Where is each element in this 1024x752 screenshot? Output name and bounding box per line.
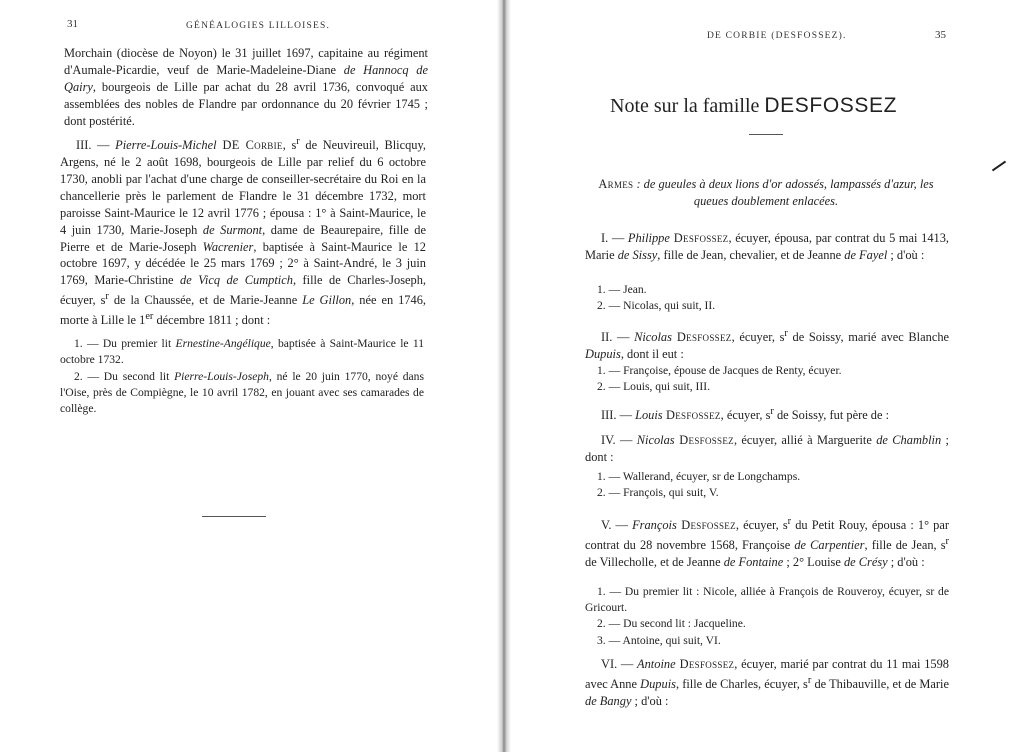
paragraph-morchain: Morchain (diocèse de Noyon) le 31 juillet 1697, capitaine au régiment d'Aumale-Picardie, veuf de Marie-Madeleine-Diane de Hannocq de Qairy, bourgeois de Lille par achat du 28 avril 1736, convoqué aux assemblées des nobles de Flandre par ordonnance du 20 février 1745 ; dont postérité. <box>64 46 428 128</box>
paragraph-generation-IV: IV. — Nicolas Desfossez, écuyer, allié à Marguerite de Chamblin ; dont : <box>585 433 949 464</box>
list-item: 1. — Françoise, épouse de Jacques de Renty, écuyer. <box>597 364 842 377</box>
list-item: 3. — Antoine, qui suit, VI. <box>597 633 721 647</box>
list-item: 1. — Wallerand, écuyer, sr de Longchamps. <box>597 470 801 483</box>
paragraph-generation-III: III. — Pierre-Louis-Michel DE Corbie, $s^r$ de Neuvireuil, Blicquy, Argens, né le 2 août 1698, bourgeois de Lille par relief du 6 octobre 1730, anobli par l'achat d'une charge de conseiller-secrétaire du Roi en la chancellerie près le parlement de Flandre le 31 décembre 1732, mort paroisse Saint-Maurice le 12 avril 1776 ; épousa : 1° à Saint-Maurice, le 4 juin 1730, Marie-Joseph de Surmont, dame de Beaurepaire, fille de Pierre et de Marie-Joseph Wacrenier, baptisée à Saint-Maurice le 12 octobre 1697, y décédée le 25 mars 1769 ; 2° à Saint-André, le 3 juin 1769, Marie-Christine de Vicq de Cumptich, fille de Charles-Joseph, écuyer, $s^r$ de la Chaussée, et de Marie-Jeanne Le Gillon, née en 1746, morte à Lille le 1er décembre 1811 ; dont : <box>60 136 427 328</box>
left-end-rule <box>202 516 266 517</box>
sub-item-pierre-louis-joseph: 2. — Du second lit Pierre-Louis-Joseph, né le 20 juin 1770, noyé dans l'Oise, près de Compiègne, le 10 avril 1782, en jouant avec ses camarades de collège. <box>60 370 424 416</box>
paragraph-generation-I: I. — Philippe Desfossez, écuyer, épousa, par contrat du 5 mai 1413, Marie de Sissy, fille de Jean, chevalier, et de Jeanne de Fayel ; d'où : <box>585 231 949 262</box>
page-title: Note sur la famille DESFOSSEZ <box>610 94 897 117</box>
right-running-head: DE CORBIE (DESFOSSEZ). <box>707 31 847 41</box>
generation-II-children <box>597 363 842 396</box>
list-item: 1. — Du premier lit : Nicole, alliée à François de Rouveroy, écuyer, sr de Gricourt. <box>585 585 949 615</box>
generation-I-children <box>597 282 715 315</box>
sub-item-ernestine: 1. — Du premier lit Ernestine-Angélique, baptisée à Saint-Maurice le 11 octobre 1732. <box>60 337 424 367</box>
paragraph-generation-II: II. — Nicolas Desfossez, écuyer, $s^r$ de Soissy, marié avec Blanche Dupuis, dont il eut : <box>585 328 950 362</box>
left-page-number: 31 <box>67 18 78 30</box>
paragraph-generation-VI: VI. — Antoine Desfossez, écuyer, marié par contrat du 11 mai 1598 avec Anne Dupuis, fille de Charles, écuyer, $s^r$ de Thibauville, et de Marie de Bangy ; d'où : <box>585 657 950 708</box>
list-item: 1. — Jean. <box>597 283 647 296</box>
left-running-head: GÉNÉALOGIES LILLOISES. <box>186 21 331 31</box>
list-item: 2. — François, qui suit, V. <box>597 486 719 500</box>
paragraph-armes: Armes : de gueules à deux lions d'or adossés, lampassés d'azur, les queues doublement enlacées. <box>598 177 934 208</box>
list-item: 2. — Louis, qui suit, III. <box>597 380 711 394</box>
generation-V-children <box>585 584 949 649</box>
list-item: 2. — Nicolas, qui suit, II. <box>597 299 716 313</box>
list-item: 2. — Du second lit : Jacqueline. <box>597 617 746 631</box>
right-page-number: 35 <box>935 29 946 41</box>
title-rule <box>749 134 783 135</box>
generation-IV-children <box>597 469 800 502</box>
paragraph-generation-V: V. — François Desfossez, écuyer, $s^r$ du Petit Rouy, épousa : 1° par contrat du 28 novembre 1568, Françoise de Carpentier, fille de Jean, $s^r$ de Villecholle, et de Jeanne de Fontaine ; 2° Louise de Crésy ; d'où : <box>585 516 949 570</box>
paragraph-generation-III: III. — Louis Desfossez, écuyer, $s^r$ de Soissy, fut père de : <box>601 406 890 423</box>
